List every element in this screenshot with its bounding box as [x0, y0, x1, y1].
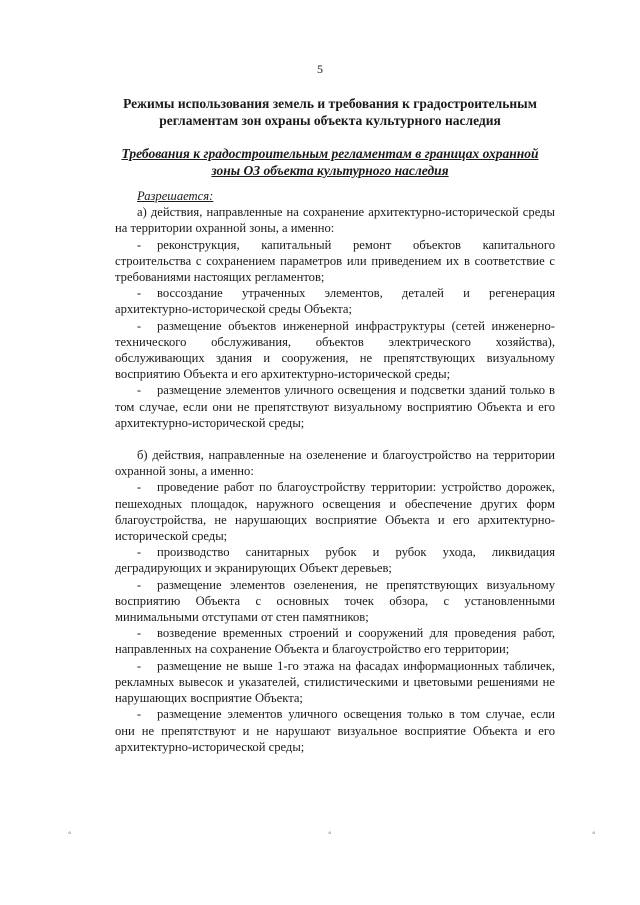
section-b-item-text: производство санитарных рубок и рубок ухода, ликвидация деградирующих и экранирующих Объект деревьев;: [115, 545, 555, 576]
dash-marker: -: [136, 237, 142, 252]
allowed-heading: Разрешается:: [137, 189, 214, 203]
scan-mark: ◦: [68, 828, 72, 839]
dash-marker: -: [136, 318, 142, 333]
dash-marker: -: [136, 658, 142, 673]
section-a-item: [115, 237, 555, 286]
section-b-item: [115, 479, 555, 544]
section-b-item-text: возведение временных строений и сооружений для проведения работ, направленных на сохранение Объекта и благоустройство его территории;: [115, 626, 555, 657]
dash-marker: -: [136, 577, 142, 592]
scan-mark: ◦: [592, 828, 596, 839]
section-a-item: [115, 318, 555, 383]
paragraph-gap: [115, 431, 555, 447]
section-a-item-text: воссоздание утраченных элементов, деталей и регенерация архитектурно-исторической среды Объекта;: [115, 286, 555, 317]
section-a-item-text: размещение объектов инженерной инфраструктуры (сетей инженерно- технического обслуживания, объектов электрического хозяйства), обслуживающих здания и сооружения, не препятствующих визуальному восприятию Объекта и его архитектурно-исторической среды;: [115, 318, 555, 382]
scan-mark: ◦: [328, 828, 332, 839]
page-number: 5: [317, 62, 323, 76]
section-b-item: [115, 544, 555, 576]
section-b-item-text: размещение элементов уличного освещения только в том случае, если они не препятствуют и не нарушают визуальное восприятие Объекта и его архитектурно-исторической среды;: [115, 707, 555, 754]
dash-marker: -: [136, 707, 142, 722]
section-b-item: [115, 625, 555, 657]
dash-marker: -: [136, 383, 142, 398]
document-body: [115, 188, 555, 755]
dash-marker: -: [136, 480, 142, 495]
dash-marker: -: [136, 545, 142, 560]
section-b-item: [115, 658, 555, 707]
section-b-item-text: размещение не выше 1-го этажа на фасадах информационных табличек, рекламных вывесок и указателей, стилистическими и цветовыми решениями не нарушающих восприятие Объекта;: [115, 658, 555, 706]
section-subtitle: Требования к градостроительным регламентам в границах охранной зоны ОЗ объекта культурного наследия: [121, 146, 539, 178]
section-b-item: [115, 706, 555, 755]
section-b-item-text: проведение работ по благоустройству территории: устройство дорожек, пешеходных площадок, наружного освещения и обеспечение других форм благоустройства, не нарушающих восприятие Объекта и его архитектурно-исторической среды;: [115, 480, 555, 544]
section-b-item: [115, 577, 555, 626]
dash-marker: -: [136, 626, 142, 641]
section-a-item-text: размещение элементов уличного освещения и подсветки зданий только в том случае, если они не препятствуют визуальному восприятию Объекта и его архитектурно-исторической среды;: [115, 383, 555, 430]
section-a-item: [115, 382, 555, 431]
section-a-item: [115, 285, 555, 317]
document-title: Режимы использования земель и требования к градостроительным регламентам зон охраны объекта культурного наследия: [123, 96, 537, 128]
dash-marker: -: [136, 286, 142, 301]
section-b-item-text: размещение элементов озеленения, не препятствующих визуальному восприятию Объекта с основных точек обзора, с установленными минимальными отступами от стен памятников;: [115, 577, 555, 625]
section-a-item-text: реконструкция, капитальный ремонт объектов капитального строительства с сохранением параметров или приведением их в соответствие с требованиями настоящих регламентов;: [115, 237, 555, 285]
section-b-lead: б) действия, направленные на озеленение и благоустройство на территории охранной зоны, а именно:: [115, 448, 555, 479]
section-a-lead: а) действия, направленные на сохранение архитектурно-исторической среды на территории охранной зоны, а именно:: [115, 205, 555, 236]
